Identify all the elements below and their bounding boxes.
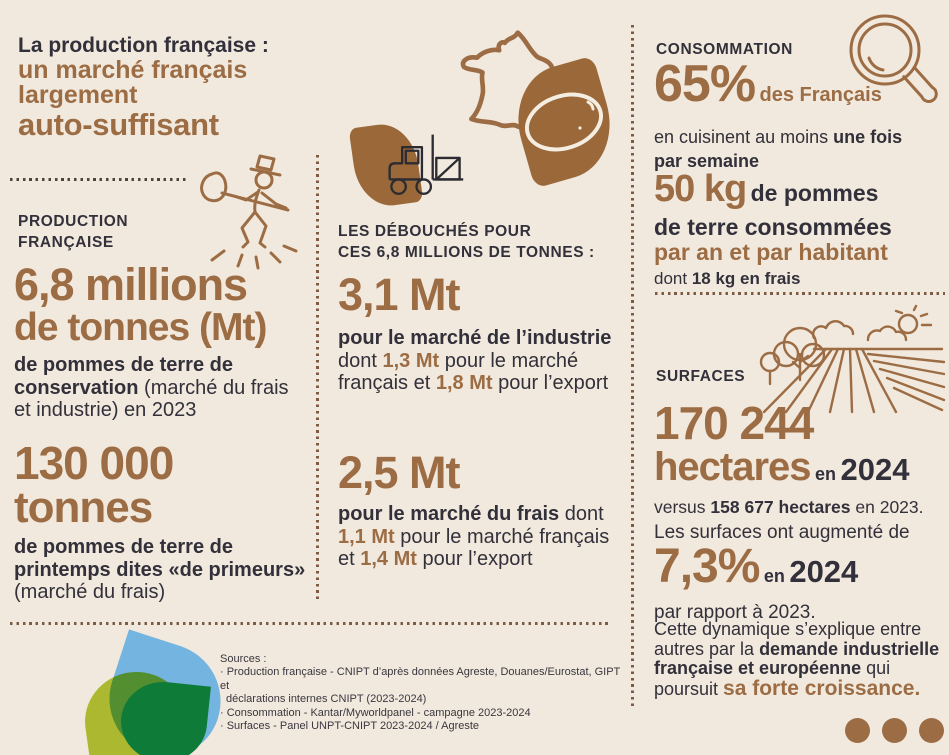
growth-intro: Les surfaces ont augmenté de — [654, 522, 910, 543]
sources-item3: · Surfaces - Panel UNPT-CNIPT 2023-2024 / Agreste — [220, 720, 480, 733]
surfaces-value-line2: hectares — [654, 445, 811, 489]
primeurs-desc-l1: de pommes de terre de — [14, 536, 233, 558]
surfaces-versus — [654, 497, 949, 518]
conservation-stat — [14, 259, 314, 422]
consommation-label: CONSOMMATION — [656, 41, 793, 58]
title-line-3: largement — [18, 81, 138, 109]
kg-l2-bold: de terre consommées — [654, 214, 892, 240]
surfaces-stat — [654, 397, 949, 518]
conservation-value-line2: de tonnes (Mt) — [14, 306, 267, 349]
industry-line2-pre: dont — [338, 349, 383, 372]
sources-item1-line1: · Production française - CNIPT d’après données Agreste, Douanes/Eurostat, GIPT et — [220, 666, 621, 692]
consommation-pct-suffix: des Français — [759, 84, 882, 106]
leaves-logo — [85, 644, 230, 755]
fresh-value: 2,5 Mt — [338, 447, 460, 498]
divider-left-top — [10, 178, 188, 181]
surfaces-versus-pre: versus — [654, 497, 711, 517]
fresh-desc — [338, 503, 628, 571]
conservation-desc-l2-rest: (marché du frais — [138, 376, 289, 399]
growth-year: 2024 — [789, 554, 859, 589]
fresh-line3-post: pour l’export — [416, 548, 533, 570]
kg-l4-bold: 18 kg en frais — [691, 268, 801, 288]
dynamics-l3-bold: française et européenne — [654, 658, 862, 679]
industry-line3-value: 1,8 Mt — [435, 372, 493, 394]
title-line-1: La production française : — [18, 34, 269, 57]
potato-icon — [518, 66, 610, 178]
sources-item1-line2: déclarations internes CNIPT (2023-2024) — [226, 693, 427, 706]
consommation-line2-bold: par semaine — [654, 151, 760, 171]
industry-stat — [338, 270, 628, 395]
surfaces-en: en — [815, 464, 837, 484]
industry-line1: pour le marché de l’industrie — [338, 327, 612, 349]
dynamics-l2-bold: demande industrielle — [759, 638, 940, 659]
divider-vertical-2 — [631, 25, 634, 710]
dot-3 — [919, 718, 944, 743]
kg-l1-bold: de pommes — [750, 180, 879, 206]
fresh-line3-value: 1,4 Mt — [360, 548, 417, 570]
dynamics-l4-pre: poursuit — [654, 678, 724, 699]
sources-title: Sources : — [220, 653, 267, 665]
title-line-4: auto-suffisant — [18, 107, 219, 142]
dynamics-paragraph — [654, 620, 949, 699]
fresh-line1-rest: dont — [559, 503, 604, 525]
dynamics-l4-highlight: sa forte croissance. — [723, 676, 921, 700]
kg-stat — [654, 170, 949, 290]
primeurs-stat — [14, 437, 314, 604]
divider-right — [655, 292, 945, 295]
growth-post: par rapport à 2023. — [654, 602, 816, 623]
primeurs-value-line1: 130 000 — [14, 437, 174, 489]
kg-l3-brown: par an et par habitant — [654, 238, 888, 265]
production-label-line2: FRANÇAISE — [18, 234, 114, 251]
surfaces-versus-bold: 158 677 hectares — [710, 497, 851, 517]
farmer-shovel-icon — [196, 150, 304, 274]
consommation-line1-bold: une fois — [833, 127, 903, 147]
debouches-heading-l1: LES DÉBOUCHÉS POUR — [338, 223, 532, 240]
title-line-2: un marché français — [18, 56, 248, 84]
forklift-icon — [380, 131, 480, 201]
growth-pct: 7,3% — [654, 540, 760, 593]
fresh-line2-post: pour le marché français — [394, 525, 610, 548]
conservation-desc-l3: et industrie) en 2023 — [14, 399, 197, 421]
growth-en: en — [763, 566, 785, 586]
conservation-desc-l2-bold: conservation — [14, 376, 139, 399]
primeurs-desc-l3: (marché du frais) — [14, 581, 166, 603]
industry-value: 3,1 Mt — [338, 269, 460, 320]
debouches-heading-l2: CES 6,8 MILLIONS DE TONNES : — [338, 244, 595, 261]
dynamics-l1: Cette dynamique s’explique entre — [654, 619, 922, 639]
primeurs-value-line2: tonnes — [14, 483, 153, 532]
fresh-line2-value: 1,1 Mt — [338, 525, 395, 548]
consommation-stat — [654, 55, 944, 173]
consommation-pct: 65% — [654, 55, 756, 113]
industry-line2-post: pour le marché — [439, 349, 579, 372]
surfaces-versus-post: en 2023. — [850, 497, 924, 517]
industry-line3-pre: français et — [338, 372, 436, 394]
divider-vertical-1 — [316, 155, 319, 600]
primeurs-desc-l2: printemps dites «de primeurs» — [14, 558, 306, 581]
conservation-desc-l1: de pommes de terre de — [14, 354, 233, 376]
kg-l4-pre: dont — [654, 268, 692, 288]
fresh-line3-pre: et — [338, 548, 361, 570]
fresh-stat — [338, 448, 628, 571]
surfaces-value-line1: 170 244 — [654, 397, 814, 449]
industry-line2-value: 1,3 Mt — [382, 349, 440, 372]
page-title — [18, 34, 318, 141]
industry-desc — [338, 327, 628, 395]
kg-value: 50 kg — [654, 168, 747, 210]
three-dots — [833, 718, 944, 748]
dynamics-l3-post: qui — [861, 658, 891, 679]
sources-item2: · Consommation - Kantar/Myworldpanel - campagne 2023-2024 — [220, 706, 531, 719]
surfaces-label: SURFACES — [656, 368, 746, 385]
surfaces-year: 2024 — [840, 452, 910, 487]
dot-1 — [845, 718, 870, 743]
sources — [220, 653, 630, 733]
dot-2 — [882, 718, 907, 743]
dynamics-l2-pre: autres par la — [654, 638, 760, 659]
conservation-value-line1: 6,8 millions — [14, 259, 248, 310]
production-label-line1: PRODUCTION — [18, 213, 129, 230]
debouches-heading — [338, 221, 595, 263]
primeurs-desc — [14, 536, 314, 604]
production-label — [18, 211, 128, 253]
consommation-desc — [654, 125, 944, 173]
divider-bottom-left — [10, 622, 610, 625]
growth-stat — [654, 522, 949, 623]
fresh-line1-bold: pour le marché du frais — [338, 503, 560, 525]
conservation-desc — [14, 354, 314, 422]
consommation-line1-pre: en cuisinent au moins — [654, 127, 834, 147]
industry-line3-post: pour l’export — [492, 372, 609, 394]
